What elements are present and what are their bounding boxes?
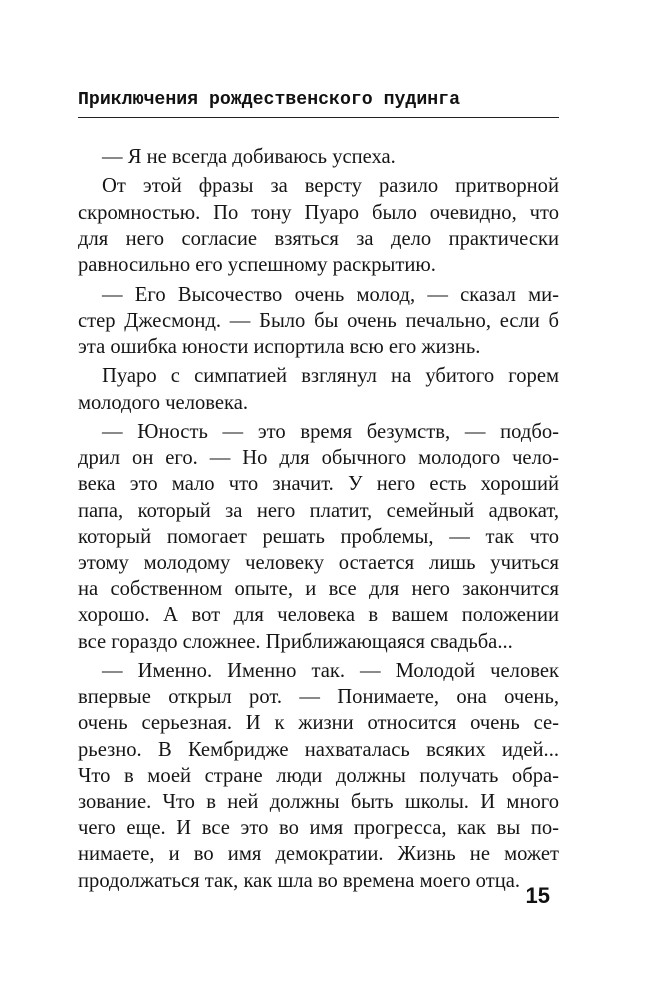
text-line: — Юность — это время безумств, — подбо- <box>102 421 559 444</box>
body-text <box>78 144 559 894</box>
text-line: рьезно. В Кембридже нахваталась всяких идей... <box>78 738 559 761</box>
text-line: равносильно его успешному раскрытию. <box>78 254 436 277</box>
text-line: — Именно. Именно так. — Молодой человек <box>102 660 559 683</box>
page-number: 15 <box>525 883 550 908</box>
text-line: чего еще. И все это во имя прогресса, как вы по- <box>78 817 559 840</box>
text-line: хорошо. А вот для человека в вашем положении <box>78 604 559 627</box>
text-line: Что в моей стране люди должны получать обра- <box>78 764 559 787</box>
text-line: — Его Высочество очень молод, — сказал ми- <box>102 283 559 306</box>
text-line: Пуаро с симпатией взглянул на убитого горем <box>102 365 559 388</box>
text-line: продолжаться так, как шла во времена моего отца. <box>78 869 521 892</box>
text-line: стер Джесмонд. — Было бы очень печально, если б <box>78 309 559 332</box>
text-line: этому молодому человеку остается лишь учиться <box>78 552 559 574</box>
text-line: для него согласие взяться за дело практически <box>78 227 559 250</box>
text-line: папа, который за него платит, семейный адвокат, <box>78 499 559 522</box>
text-line: все гораздо сложнее. Приближающаяся свадьба... <box>78 630 513 653</box>
text-line: нимаете, и во имя демократии. Жизнь не может <box>78 843 559 866</box>
text-line: дрил он его. — Но для обычного молодого чело- <box>78 447 559 470</box>
text-line: скромностью. По тону Пуаро было очевидно, что <box>78 201 559 224</box>
text-line: молодого человека. <box>78 391 248 414</box>
text-line: на собственном опыте, и все для него закончится <box>78 578 559 601</box>
page-content <box>78 0 559 1000</box>
text-line: От этой фразы за версту разило притворной <box>102 175 559 198</box>
text-line: впервые открыл рот. — Понимаете, она очень, <box>78 686 559 709</box>
text-line: который помогает решать проблемы, — так что <box>78 525 559 548</box>
text-line: зование. Что в ней должны быть школы. И много <box>78 790 559 813</box>
text-line: века это мало что значит. У него есть хороший <box>78 473 559 496</box>
text-line: — Я не всегда добиваюсь успеха. <box>102 146 396 168</box>
running-title: Приключения рождественского пудинга <box>78 82 559 118</box>
text-line: эта ошибка юности испортила всю его жизнь. <box>78 335 481 358</box>
text-line: очень серьезная. И к жизни относится очень се- <box>78 712 559 735</box>
